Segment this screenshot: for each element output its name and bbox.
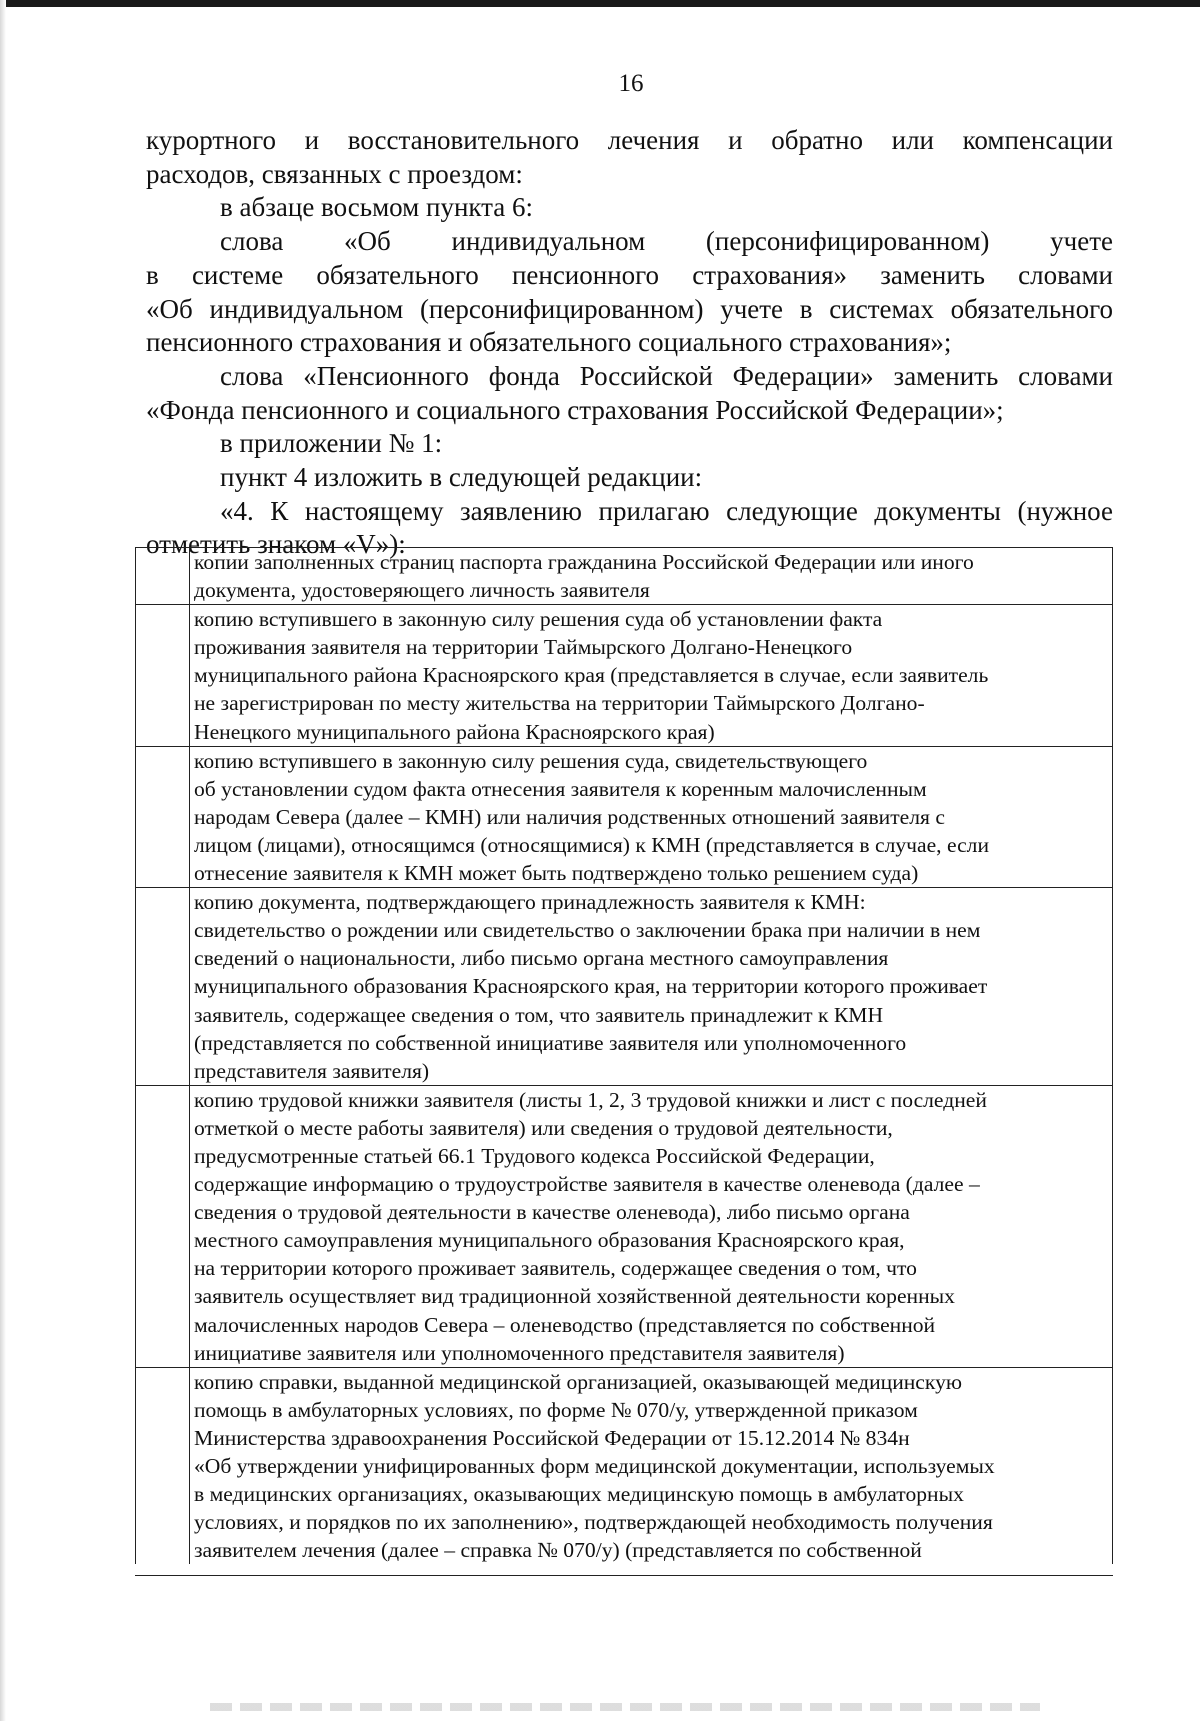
text-line: заявителем лечения (далее – справка № 070/у) (представляется по собственной	[194, 1538, 922, 1563]
paragraph-appendix-1	[146, 427, 1113, 461]
text-line: в медицинских организациях, оказывающих медицинскую помощь в амбулаторных	[194, 1482, 964, 1507]
text-line: заявитель осуществляет вид традиционной хозяйственной деятельности коренных	[194, 1284, 955, 1309]
table-row	[136, 746, 1113, 887]
document-checkbox[interactable]	[136, 888, 190, 1086]
text-line: предусмотренные статьей 66.1 Трудового кодекса Российской Федерации,	[194, 1143, 875, 1168]
page-number: 16	[618, 70, 644, 97]
documents-checklist-table	[135, 547, 1113, 1564]
text-line: муниципального района Красноярского края (представляется в случае, если заявитель	[194, 663, 989, 688]
text-line: документа, удостоверяющего личность заявителя	[194, 578, 650, 603]
document-checkbox[interactable]	[136, 1367, 190, 1564]
document-description	[190, 605, 1113, 746]
text-line: в приложении № 1:	[220, 428, 443, 459]
text-line: местного самоуправления муниципального образования Красноярского края,	[194, 1228, 905, 1253]
text-line: копию документа, подтверждающего принадлежность заявителя к КМН:	[194, 890, 866, 915]
text-line: Ненецкого муниципального района Красноярского края)	[194, 719, 715, 744]
text-line: слова «Об индивидуальном (персонифицированном) учете	[220, 226, 1113, 257]
text-line: пенсионного страхования и обязательного социального страхования»;	[146, 327, 952, 358]
text-line: копию трудовой книжки заявителя (листы 1, 2, 3 трудовой книжки и лист с последней	[194, 1087, 987, 1112]
text-line: инициативе заявителя или уполномоченного представителя заявителя)	[194, 1340, 845, 1365]
text-line: (представляется по собственной инициативе заявителя или уполномоченного	[194, 1030, 907, 1055]
text-line: в системе обязательного пенсионного страхования» заменить словами	[146, 259, 1113, 290]
paragraph-replace-words-2	[146, 360, 1113, 427]
document-checkbox[interactable]	[136, 605, 190, 746]
document-body	[146, 124, 1113, 562]
text-line: не зарегистрирован по месту жительства на территории Таймырского Долгано-	[194, 691, 925, 716]
text-line: отметить знаком «V»):	[146, 529, 406, 560]
document-description	[190, 548, 1113, 605]
text-line: копии заполненных страниц паспорта гражданина Российской Федерации или иного	[194, 550, 974, 574]
table-bottom-border	[135, 1575, 1113, 1576]
scan-left-edge	[0, 0, 6, 1721]
paragraph-item-4-edit	[146, 461, 1113, 495]
text-line: слова «Пенсионного фонда Российской Федерации» заменить словами	[220, 360, 1113, 391]
text-line: пункт 4 изложить в следующей редакции:	[220, 462, 703, 493]
text-line: народам Севера (далее – КМН) или наличия родственных отношений заявителя с	[194, 804, 945, 829]
document-checkbox[interactable]	[136, 548, 190, 605]
text-line: муниципального образования Красноярского края, на территории которого проживает	[194, 974, 988, 999]
paragraph-item-6	[146, 191, 1113, 225]
text-line: Министерства здравоохранения Российской Федерации от 15.12.2014 № 834н	[194, 1425, 910, 1450]
text-line: расходов, связанных с проездом:	[146, 158, 523, 189]
text-line: сведения о трудовой деятельности в качестве оленевода), либо письмо органа	[194, 1200, 910, 1225]
text-line: малочисленных народов Севера – оленеводство (представляется по собственной	[194, 1312, 936, 1337]
text-line: помощь в амбулаторных условиях, по форме № 070/у, утвержденной приказом	[194, 1397, 918, 1422]
text-line: отнесение заявителя к КМН может быть подтверждено только решением суда)	[194, 861, 919, 886]
text-line: свидетельство о рождении или свидетельство о заключении брака при наличии в нем	[194, 918, 981, 943]
text-line: копию справки, выданной медицинской организацией, оказывающей медицинскую	[194, 1369, 963, 1394]
table-row	[136, 548, 1113, 605]
text-line: курортного и восстановительного лечения и обратно или компенсации	[146, 125, 1113, 155]
paragraph-route-compensation	[146, 124, 1113, 191]
text-line: об установлении судом факта отнесения заявителя к коренным малочисленным	[194, 776, 927, 801]
text-line: в абзаце восьмом пункта 6:	[220, 192, 534, 223]
table-row	[136, 888, 1113, 1086]
document-checkbox[interactable]	[136, 746, 190, 887]
text-line: заявитель, содержащее сведения о том, что заявитель принадлежит к КМН	[194, 1002, 884, 1027]
scan-bottom-noise	[210, 1703, 1040, 1711]
document-checkbox[interactable]	[136, 1085, 190, 1367]
text-line: содержащие информацию о трудоустройстве заявителя в качестве оленевода (далее –	[194, 1172, 980, 1197]
document-description	[190, 746, 1113, 887]
text-line: «Об индивидуальном (персонифицированном) учете в системах обязательного	[146, 293, 1113, 324]
text-line: на территории которого проживает заявитель, содержащее сведения о том, что	[194, 1256, 917, 1281]
scan-top-edge	[0, 0, 1200, 7]
text-line: представителя заявителя)	[194, 1058, 430, 1083]
text-line: «4. К настоящему заявлению прилагаю следующие документы (нужное	[220, 495, 1113, 526]
text-line: лицом (лицами), относящимся (относящимися) к КМН (представляется в случае, если	[194, 832, 990, 857]
text-line: проживания заявителя на территории Таймырского Долгано-Ненецкого	[194, 635, 853, 660]
text-line: сведений о национальности, либо письмо органа местного самоуправления	[194, 946, 889, 971]
text-line: «Фонда пенсионного и социального страхования Российской Федерации»;	[146, 394, 1004, 425]
document-description	[190, 1085, 1113, 1367]
text-line: копию вступившего в законную силу решения суда, свидетельствующего	[194, 748, 868, 773]
text-line: «Об утверждении унифицированных форм медицинской документации, используемых	[194, 1454, 995, 1478]
paragraph-replace-words-1	[146, 225, 1113, 360]
document-description	[190, 1367, 1113, 1564]
table-row	[136, 1085, 1113, 1367]
document-description	[190, 888, 1113, 1086]
text-line: условиях, и порядков по их заполнению», подтверждающей необходимость получения	[194, 1510, 993, 1535]
table-row	[136, 1367, 1113, 1564]
text-line: отметкой о месте работы заявителя) или сведения о трудовой деятельности,	[194, 1115, 893, 1140]
table-row	[136, 605, 1113, 746]
text-line: копию вступившего в законную силу решения суда об установлении факта	[194, 607, 883, 632]
